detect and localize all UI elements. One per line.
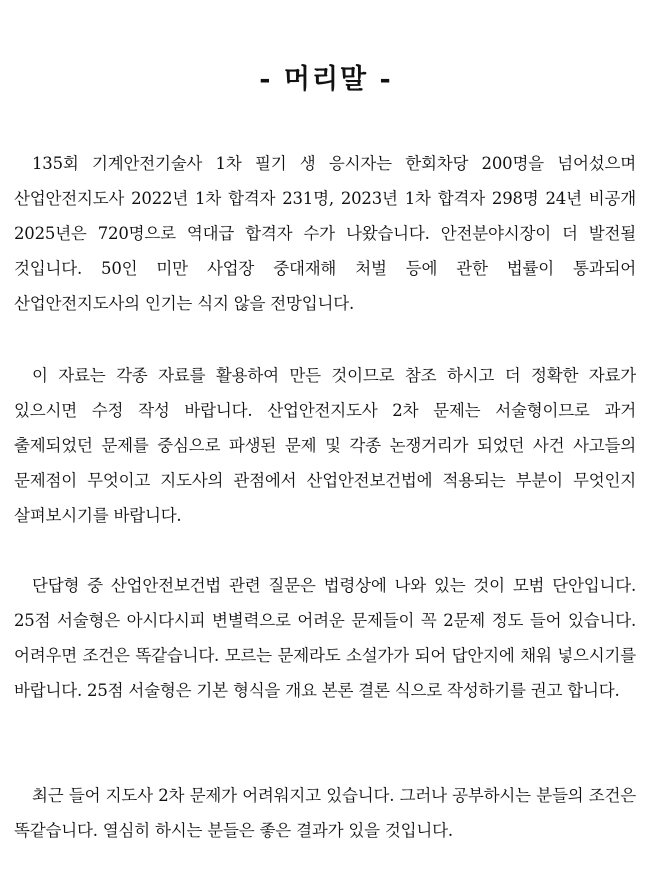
- paragraph-material-usage: 이 자료는 각종 자료를 활용하여 만든 것이므로 참조 하시고 더 정확한 자료가 있으시면 수정 작성 바랍니다. 산업안전지도사 2차 문제는 서술형이므로 과거 출제되었던 문제를 중심으로 파생된 문제 및 각종 논쟁거리가 되었던 사건 사고들의 문제점이 무엇이고 지도사의 관점에서 산업안전보건법에 적용되는 부분이 무엇인지 살펴보시기를 바랍니다.: [14, 366, 636, 525]
- page-title: - 머리말 -: [259, 64, 393, 95]
- paragraph-exam-statistics: 135회 기계안전기술사 1차 필기 생 응시자는 한회차당 200명을 넘어섰으며 산업안전지도사 2022년 1차 합격자 231명, 2023년 1차 합격자 298명 24년 비공개 2025년은 720명으로 역대급 합격자 수가 나왔습니다. 안전분야시장이 더 발전될 것입니다. 50인 미만 사업장 중대재해 처벌 등에 관한 법률이 통과되어 산업안전지도사의 인기는 식지 않을 전망입니다.: [14, 154, 636, 313]
- paragraph-closing-remarks: 최근 들어 지도사 2차 문제가 어려워지고 있습니다. 그러나 공부하시는 분들의 조건은 똑같습니다. 열심히 하시는 분들은 좋은 결과가 있을 것입니다.: [14, 786, 636, 840]
- paragraph-answer-guidance: 단답형 중 산업안전보건법 관련 질문은 법령상에 나와 있는 것이 모범 단안입니다. 25점 서술형은 아시다시피 변별력으로 어려운 문제들이 꼭 2문제 정도 들어 있습니다. 어려우면 조건은 똑같습니다. 모르는 문제라도 소설가가 되어 답안지에 채워 넣으시기를 바랍니다. 25점 서술형은 기본 형식을 개요 본론 결론 식으로 작성하기를 권고 합니다.: [14, 576, 636, 700]
